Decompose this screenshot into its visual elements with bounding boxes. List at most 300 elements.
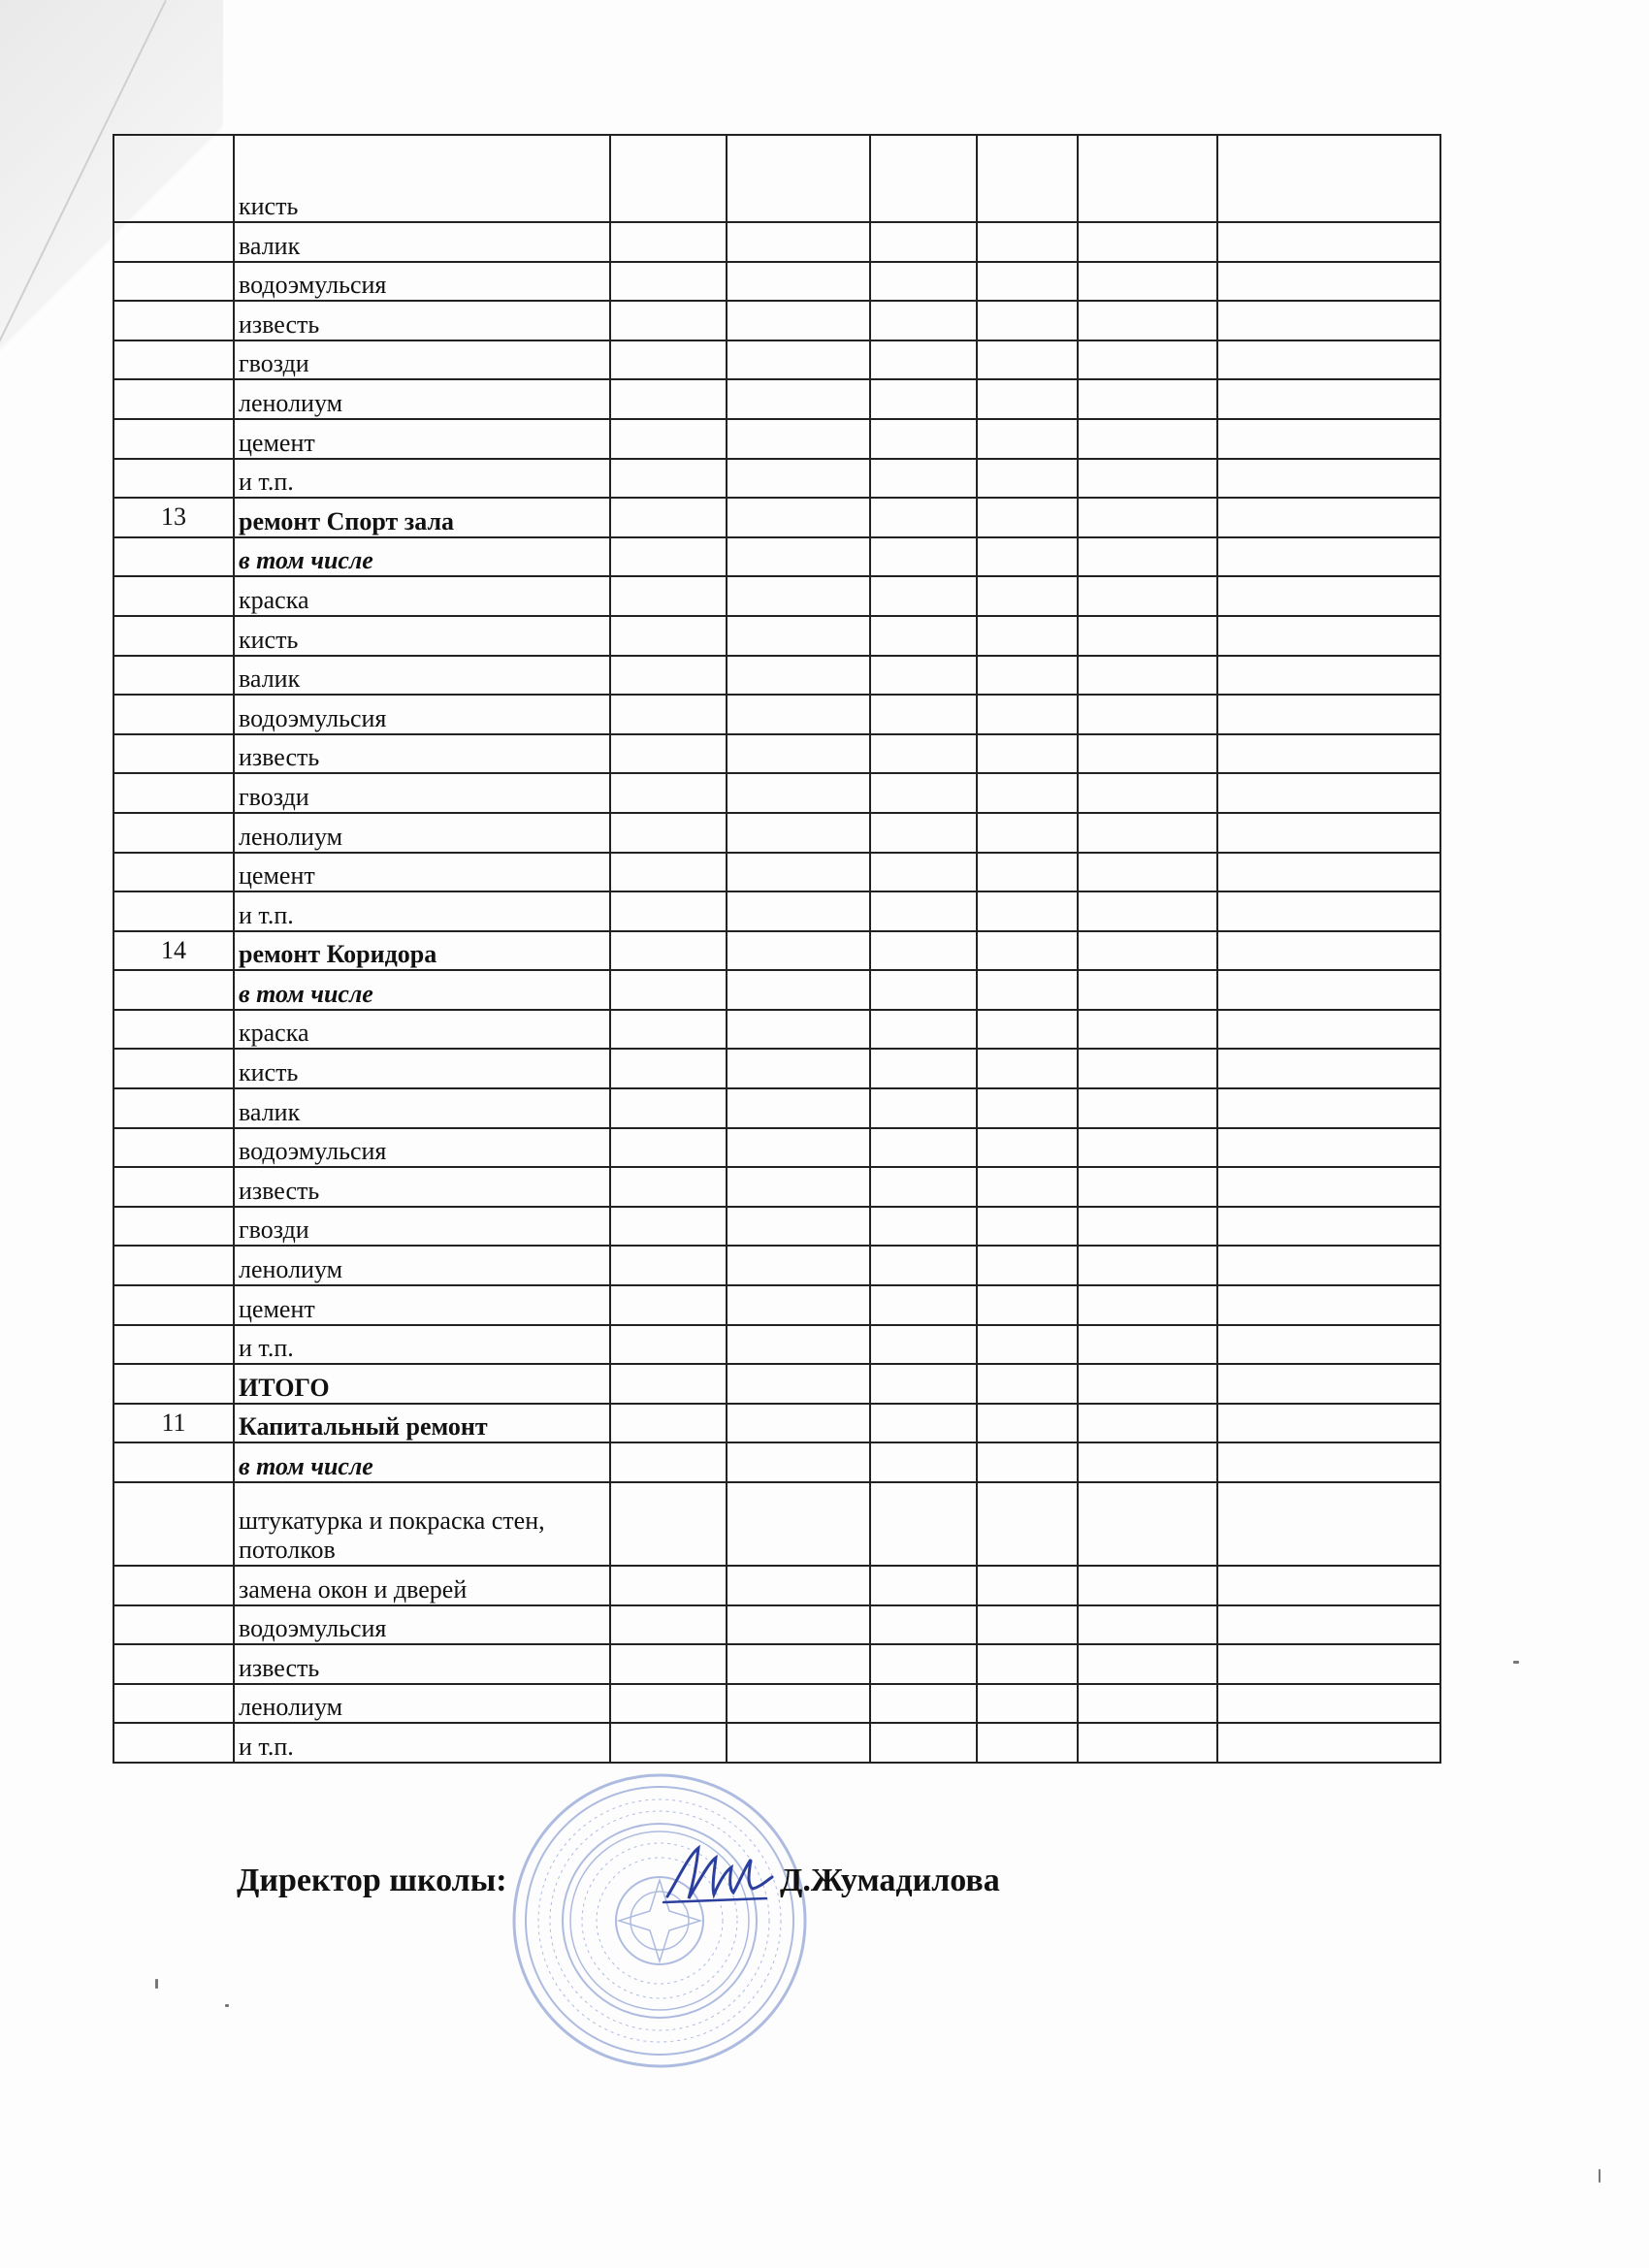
director-label: Директор школы: xyxy=(237,1863,507,1898)
table-row xyxy=(113,734,1440,774)
empty-value-cell xyxy=(1078,931,1217,971)
row-number-cell xyxy=(113,301,234,340)
empty-value-cell xyxy=(1078,1644,1217,1684)
empty-value-cell xyxy=(610,340,727,380)
empty-value-cell xyxy=(1078,1167,1217,1207)
empty-value-cell xyxy=(977,379,1078,419)
row-number-cell: 14 xyxy=(113,931,234,971)
empty-value-cell xyxy=(610,301,727,340)
empty-value-cell xyxy=(870,262,977,302)
empty-value-cell xyxy=(977,1088,1078,1128)
empty-value-cell xyxy=(1078,1566,1217,1605)
table-row xyxy=(113,1566,1440,1605)
row-number-cell xyxy=(113,1088,234,1128)
empty-value-cell xyxy=(870,773,977,813)
table-row xyxy=(113,222,1440,262)
row-number-cell xyxy=(113,1325,234,1365)
empty-value-cell xyxy=(727,773,870,813)
empty-value-cell xyxy=(977,656,1078,696)
item-name-cell: гвозди xyxy=(234,773,610,813)
empty-value-cell xyxy=(977,773,1078,813)
row-number-cell xyxy=(113,1723,234,1763)
empty-value-cell xyxy=(870,301,977,340)
empty-value-cell xyxy=(727,616,870,656)
empty-value-cell xyxy=(870,853,977,892)
item-name-cell: известь xyxy=(234,1644,610,1684)
empty-value-cell xyxy=(1078,695,1217,734)
empty-value-cell xyxy=(727,537,870,577)
empty-value-cell xyxy=(610,537,727,577)
table-row xyxy=(113,1325,1440,1365)
item-name-cell: известь xyxy=(234,301,610,340)
empty-value-cell xyxy=(1078,459,1217,499)
table-row xyxy=(113,379,1440,419)
item-name-cell: известь xyxy=(234,734,610,774)
table-row xyxy=(113,1088,1440,1128)
empty-value-cell xyxy=(610,498,727,537)
empty-value-cell xyxy=(1217,340,1440,380)
empty-value-cell xyxy=(1078,222,1217,262)
table-row xyxy=(113,459,1440,499)
empty-value-cell xyxy=(977,1404,1078,1443)
empty-value-cell xyxy=(610,1167,727,1207)
empty-value-cell xyxy=(1078,1482,1217,1566)
item-name-cell: кисть xyxy=(234,1049,610,1088)
table-row xyxy=(113,1049,1440,1088)
empty-value-cell xyxy=(870,1010,977,1050)
table-row xyxy=(113,773,1440,813)
row-number-cell xyxy=(113,340,234,380)
empty-value-cell xyxy=(977,1049,1078,1088)
empty-value-cell xyxy=(1217,222,1440,262)
empty-value-cell xyxy=(1217,1723,1440,1763)
empty-value-cell xyxy=(727,695,870,734)
empty-value-cell xyxy=(727,1644,870,1684)
row-number-cell xyxy=(113,262,234,302)
row-number-cell xyxy=(113,1010,234,1050)
empty-value-cell xyxy=(977,1566,1078,1605)
empty-value-cell xyxy=(977,262,1078,302)
item-name-cell: кисть xyxy=(234,616,610,656)
empty-value-cell xyxy=(870,931,977,971)
table-row xyxy=(113,1404,1440,1443)
empty-value-cell xyxy=(1078,853,1217,892)
empty-value-cell xyxy=(870,1285,977,1325)
empty-value-cell xyxy=(870,459,977,499)
item-name-cell: цемент xyxy=(234,419,610,459)
empty-value-cell xyxy=(870,695,977,734)
empty-value-cell xyxy=(1217,1246,1440,1285)
empty-value-cell xyxy=(610,1442,727,1482)
empty-value-cell xyxy=(727,222,870,262)
empty-value-cell xyxy=(977,222,1078,262)
empty-value-cell xyxy=(870,222,977,262)
empty-value-cell xyxy=(1217,813,1440,853)
empty-value-cell xyxy=(1078,576,1217,616)
empty-value-cell xyxy=(870,340,977,380)
item-name-cell: ленолиум xyxy=(234,1246,610,1285)
item-name-cell: ленолиум xyxy=(234,813,610,853)
scan-speck xyxy=(1599,2169,1600,2183)
table-row xyxy=(113,1364,1440,1404)
item-name-cell: водоэмульсия xyxy=(234,1128,610,1168)
empty-value-cell xyxy=(1078,1605,1217,1645)
empty-value-cell xyxy=(1217,773,1440,813)
empty-value-cell xyxy=(1217,970,1440,1010)
empty-value-cell xyxy=(870,1404,977,1443)
empty-value-cell xyxy=(610,970,727,1010)
empty-value-cell xyxy=(610,1482,727,1566)
empty-value-cell xyxy=(610,419,727,459)
item-name-cell: ИТОГО xyxy=(234,1364,610,1404)
empty-value-cell xyxy=(870,891,977,931)
empty-value-cell xyxy=(870,656,977,696)
table-row xyxy=(113,1285,1440,1325)
empty-value-cell xyxy=(727,379,870,419)
row-number-cell xyxy=(113,773,234,813)
empty-value-cell xyxy=(1078,1010,1217,1050)
table-row xyxy=(113,537,1440,577)
item-name-cell: краска xyxy=(234,1010,610,1050)
empty-value-cell xyxy=(727,656,870,696)
empty-value-cell xyxy=(610,1285,727,1325)
empty-value-cell xyxy=(727,1723,870,1763)
empty-value-cell xyxy=(1217,1442,1440,1482)
table-row xyxy=(113,853,1440,892)
empty-value-cell xyxy=(610,379,727,419)
empty-value-cell xyxy=(1217,537,1440,577)
row-number-cell xyxy=(113,1285,234,1325)
empty-value-cell xyxy=(870,1167,977,1207)
row-number-cell xyxy=(113,616,234,656)
empty-value-cell xyxy=(610,1325,727,1365)
empty-value-cell xyxy=(977,459,1078,499)
empty-value-cell xyxy=(977,301,1078,340)
row-number-cell xyxy=(113,1566,234,1605)
empty-value-cell xyxy=(1217,1167,1440,1207)
empty-value-cell xyxy=(727,1246,870,1285)
empty-value-cell xyxy=(977,1442,1078,1482)
table-row xyxy=(113,301,1440,340)
empty-value-cell xyxy=(977,135,1078,222)
empty-value-cell xyxy=(977,1167,1078,1207)
table-row xyxy=(113,616,1440,656)
empty-value-cell xyxy=(870,135,977,222)
empty-value-cell xyxy=(870,1364,977,1404)
empty-value-cell xyxy=(1078,1049,1217,1088)
empty-value-cell xyxy=(1217,1482,1440,1566)
empty-value-cell xyxy=(1217,1605,1440,1645)
item-name-cell: ленолиум xyxy=(234,1684,610,1724)
empty-value-cell xyxy=(870,1566,977,1605)
item-name-cell: водоэмульсия xyxy=(234,1605,610,1645)
table-row xyxy=(113,656,1440,696)
empty-value-cell xyxy=(610,1404,727,1443)
table-row xyxy=(113,498,1440,537)
empty-value-cell xyxy=(977,1723,1078,1763)
item-name-cell: и т.п. xyxy=(234,891,610,931)
empty-value-cell xyxy=(1217,891,1440,931)
empty-value-cell xyxy=(977,1325,1078,1365)
empty-value-cell xyxy=(727,135,870,222)
empty-value-cell xyxy=(1217,1049,1440,1088)
empty-value-cell xyxy=(727,459,870,499)
signature-block xyxy=(237,1849,1110,1907)
empty-value-cell xyxy=(610,734,727,774)
item-name-cell: валик xyxy=(234,656,610,696)
empty-value-cell xyxy=(977,931,1078,971)
empty-value-cell xyxy=(610,891,727,931)
row-number-cell xyxy=(113,1684,234,1724)
table-row xyxy=(113,891,1440,931)
empty-value-cell xyxy=(1078,616,1217,656)
empty-value-cell xyxy=(1078,135,1217,222)
empty-value-cell xyxy=(610,1723,727,1763)
empty-value-cell xyxy=(610,616,727,656)
empty-value-cell xyxy=(727,1088,870,1128)
empty-value-cell xyxy=(1217,262,1440,302)
empty-value-cell xyxy=(977,616,1078,656)
empty-value-cell xyxy=(1078,734,1217,774)
empty-value-cell xyxy=(977,734,1078,774)
empty-value-cell xyxy=(977,576,1078,616)
empty-value-cell xyxy=(870,498,977,537)
row-number-cell xyxy=(113,1605,234,1645)
empty-value-cell xyxy=(870,1644,977,1684)
empty-value-cell xyxy=(870,576,977,616)
empty-value-cell xyxy=(727,262,870,302)
table-row xyxy=(113,1167,1440,1207)
empty-value-cell xyxy=(1078,537,1217,577)
empty-value-cell xyxy=(870,537,977,577)
empty-value-cell xyxy=(977,970,1078,1010)
empty-value-cell xyxy=(1078,1246,1217,1285)
table-row xyxy=(113,262,1440,302)
empty-value-cell xyxy=(610,262,727,302)
empty-value-cell xyxy=(1078,498,1217,537)
row-number-cell xyxy=(113,891,234,931)
scan-speck xyxy=(155,1979,158,1989)
empty-value-cell xyxy=(977,813,1078,853)
empty-value-cell xyxy=(977,1364,1078,1404)
table-row xyxy=(113,1246,1440,1285)
row-number-cell xyxy=(113,1049,234,1088)
row-number-cell xyxy=(113,222,234,262)
row-number-cell xyxy=(113,853,234,892)
item-name-cell: гвозди xyxy=(234,1207,610,1247)
item-name-cell: цемент xyxy=(234,853,610,892)
item-name-cell: штукатурка и покраска стен, потолков xyxy=(234,1482,610,1566)
empty-value-cell xyxy=(1078,1364,1217,1404)
table-row xyxy=(113,1010,1440,1050)
item-name-cell: гвозди xyxy=(234,340,610,380)
row-number-cell xyxy=(113,459,234,499)
empty-value-cell xyxy=(610,1684,727,1724)
director-name: Д.Жумадилова xyxy=(780,1863,1000,1898)
empty-value-cell xyxy=(727,1207,870,1247)
empty-value-cell xyxy=(977,1605,1078,1645)
empty-value-cell xyxy=(610,1364,727,1404)
empty-value-cell xyxy=(727,1285,870,1325)
empty-value-cell xyxy=(870,1049,977,1088)
empty-value-cell xyxy=(977,498,1078,537)
empty-value-cell xyxy=(610,459,727,499)
item-name-cell: ремонт Спорт зала xyxy=(234,498,610,537)
table-row xyxy=(113,1684,1440,1724)
empty-value-cell xyxy=(610,1246,727,1285)
empty-value-cell xyxy=(1217,576,1440,616)
item-name-cell: водоэмульсия xyxy=(234,262,610,302)
row-number-cell xyxy=(113,1207,234,1247)
empty-value-cell xyxy=(1217,616,1440,656)
empty-value-cell xyxy=(1078,773,1217,813)
empty-value-cell xyxy=(1217,931,1440,971)
empty-value-cell xyxy=(870,1128,977,1168)
empty-value-cell xyxy=(977,1010,1078,1050)
empty-value-cell xyxy=(610,813,727,853)
table-row xyxy=(113,340,1440,380)
table-row xyxy=(113,1207,1440,1247)
empty-value-cell xyxy=(1078,1684,1217,1724)
empty-value-cell xyxy=(727,1167,870,1207)
row-number-cell: 13 xyxy=(113,498,234,537)
item-name-cell: ленолиум xyxy=(234,379,610,419)
empty-value-cell xyxy=(977,1285,1078,1325)
empty-value-cell xyxy=(1217,734,1440,774)
empty-value-cell xyxy=(1217,301,1440,340)
empty-value-cell xyxy=(610,1128,727,1168)
empty-value-cell xyxy=(1217,1128,1440,1168)
empty-value-cell xyxy=(610,1644,727,1684)
empty-value-cell xyxy=(1217,695,1440,734)
row-number-cell xyxy=(113,734,234,774)
empty-value-cell xyxy=(977,1644,1078,1684)
row-number-cell xyxy=(113,970,234,1010)
scan-speck xyxy=(1513,1661,1519,1664)
item-name-cell: в том числе xyxy=(234,970,610,1010)
empty-value-cell xyxy=(727,340,870,380)
empty-value-cell xyxy=(977,1684,1078,1724)
empty-value-cell xyxy=(870,1325,977,1365)
empty-value-cell xyxy=(727,419,870,459)
empty-value-cell xyxy=(870,970,977,1010)
empty-value-cell xyxy=(977,891,1078,931)
empty-value-cell xyxy=(870,379,977,419)
empty-value-cell xyxy=(1217,1684,1440,1724)
row-number-cell xyxy=(113,1442,234,1482)
empty-value-cell xyxy=(1217,419,1440,459)
empty-value-cell xyxy=(1217,498,1440,537)
empty-value-cell xyxy=(977,853,1078,892)
empty-value-cell xyxy=(870,419,977,459)
empty-value-cell xyxy=(977,419,1078,459)
empty-value-cell xyxy=(727,970,870,1010)
row-number-cell xyxy=(113,419,234,459)
empty-value-cell xyxy=(1217,1207,1440,1247)
empty-value-cell xyxy=(870,734,977,774)
empty-value-cell xyxy=(1217,1644,1440,1684)
empty-value-cell xyxy=(1078,379,1217,419)
item-name-cell: цемент xyxy=(234,1285,610,1325)
empty-value-cell xyxy=(1078,1207,1217,1247)
empty-value-cell xyxy=(1217,1566,1440,1605)
empty-value-cell xyxy=(727,734,870,774)
empty-value-cell xyxy=(727,1325,870,1365)
empty-value-cell xyxy=(870,616,977,656)
table-row xyxy=(113,1605,1440,1645)
empty-value-cell xyxy=(1078,891,1217,931)
item-name-cell: Капитальный ремонт xyxy=(234,1404,610,1443)
table-row xyxy=(113,970,1440,1010)
empty-value-cell xyxy=(1078,1128,1217,1168)
item-name-cell: известь xyxy=(234,1167,610,1207)
empty-value-cell xyxy=(1078,656,1217,696)
empty-value-cell xyxy=(1217,1364,1440,1404)
empty-value-cell xyxy=(727,813,870,853)
empty-value-cell xyxy=(727,891,870,931)
empty-value-cell xyxy=(727,1605,870,1645)
row-number-cell xyxy=(113,1482,234,1566)
empty-value-cell xyxy=(727,853,870,892)
empty-value-cell xyxy=(727,1404,870,1443)
empty-value-cell xyxy=(977,1482,1078,1566)
empty-value-cell xyxy=(1078,1723,1217,1763)
empty-value-cell xyxy=(727,1442,870,1482)
empty-value-cell xyxy=(870,1723,977,1763)
empty-value-cell xyxy=(727,1482,870,1566)
empty-value-cell xyxy=(870,813,977,853)
item-name-cell: кисть xyxy=(234,135,610,222)
empty-value-cell xyxy=(610,853,727,892)
empty-value-cell xyxy=(870,1088,977,1128)
empty-value-cell xyxy=(977,1207,1078,1247)
empty-value-cell xyxy=(1078,970,1217,1010)
table-row xyxy=(113,576,1440,616)
empty-value-cell xyxy=(870,1482,977,1566)
empty-value-cell xyxy=(870,1605,977,1645)
item-name-cell: валик xyxy=(234,1088,610,1128)
row-number-cell xyxy=(113,813,234,853)
item-name-cell: водоэмульсия xyxy=(234,695,610,734)
row-number-cell xyxy=(113,1167,234,1207)
empty-value-cell xyxy=(1217,1088,1440,1128)
scan-speck xyxy=(225,2004,229,2007)
empty-value-cell xyxy=(727,1010,870,1050)
item-name-cell: и т.п. xyxy=(234,1325,610,1365)
empty-value-cell xyxy=(1078,340,1217,380)
table-row xyxy=(113,1442,1440,1482)
empty-value-cell xyxy=(870,1684,977,1724)
table-row xyxy=(113,813,1440,853)
item-name-cell: краска xyxy=(234,576,610,616)
item-name-cell: в том числе xyxy=(234,1442,610,1482)
empty-value-cell xyxy=(610,656,727,696)
item-name-cell: валик xyxy=(234,222,610,262)
item-name-cell: замена окон и дверей xyxy=(234,1566,610,1605)
empty-value-cell xyxy=(977,695,1078,734)
empty-value-cell xyxy=(727,931,870,971)
empty-value-cell xyxy=(977,537,1078,577)
table-row xyxy=(113,419,1440,459)
empty-value-cell xyxy=(1217,379,1440,419)
row-number-cell xyxy=(113,379,234,419)
empty-value-cell xyxy=(1078,1325,1217,1365)
empty-value-cell xyxy=(1217,135,1440,222)
empty-value-cell xyxy=(727,1049,870,1088)
empty-value-cell xyxy=(610,1605,727,1645)
empty-value-cell xyxy=(727,1128,870,1168)
empty-value-cell xyxy=(610,773,727,813)
